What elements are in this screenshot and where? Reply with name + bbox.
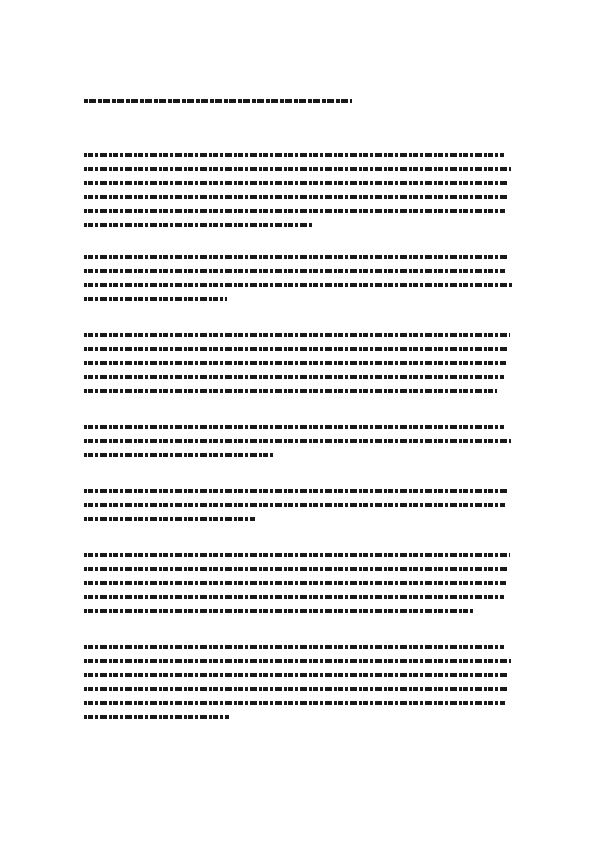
text-line [84, 696, 512, 710]
text-line [84, 370, 512, 384]
text-line [84, 576, 512, 590]
text-line [84, 356, 512, 370]
text-line [84, 590, 512, 604]
text-line [84, 328, 512, 342]
text-line [84, 604, 512, 618]
text-line [84, 292, 512, 306]
paragraph [84, 420, 512, 462]
document-body [84, 96, 512, 746]
text-line [84, 562, 512, 576]
text-line [84, 484, 512, 498]
text-line [84, 176, 512, 190]
text-line [84, 384, 512, 398]
text-line [84, 512, 512, 526]
paragraph [84, 548, 512, 618]
paragraph [84, 148, 512, 232]
text-line [84, 498, 512, 512]
paragraph-list [84, 148, 512, 724]
text-line [84, 278, 512, 292]
text-line [84, 710, 512, 724]
paragraph [84, 250, 512, 306]
text-line [84, 682, 512, 696]
paragraph [84, 640, 512, 724]
text-line [84, 420, 512, 434]
text-line [84, 162, 512, 176]
text-line [84, 548, 512, 562]
text-line [84, 640, 512, 654]
text-line [84, 264, 512, 278]
text-line [84, 448, 512, 462]
text-line [84, 218, 512, 232]
text-line [84, 250, 512, 264]
text-line [84, 342, 512, 356]
text-line [84, 204, 512, 218]
paragraph [84, 328, 512, 398]
paragraph [84, 484, 512, 526]
text-line [84, 190, 512, 204]
text-line [84, 654, 512, 668]
text-line [84, 148, 512, 162]
section-subheading [84, 132, 512, 142]
text-line [84, 434, 512, 448]
text-line [84, 668, 512, 682]
